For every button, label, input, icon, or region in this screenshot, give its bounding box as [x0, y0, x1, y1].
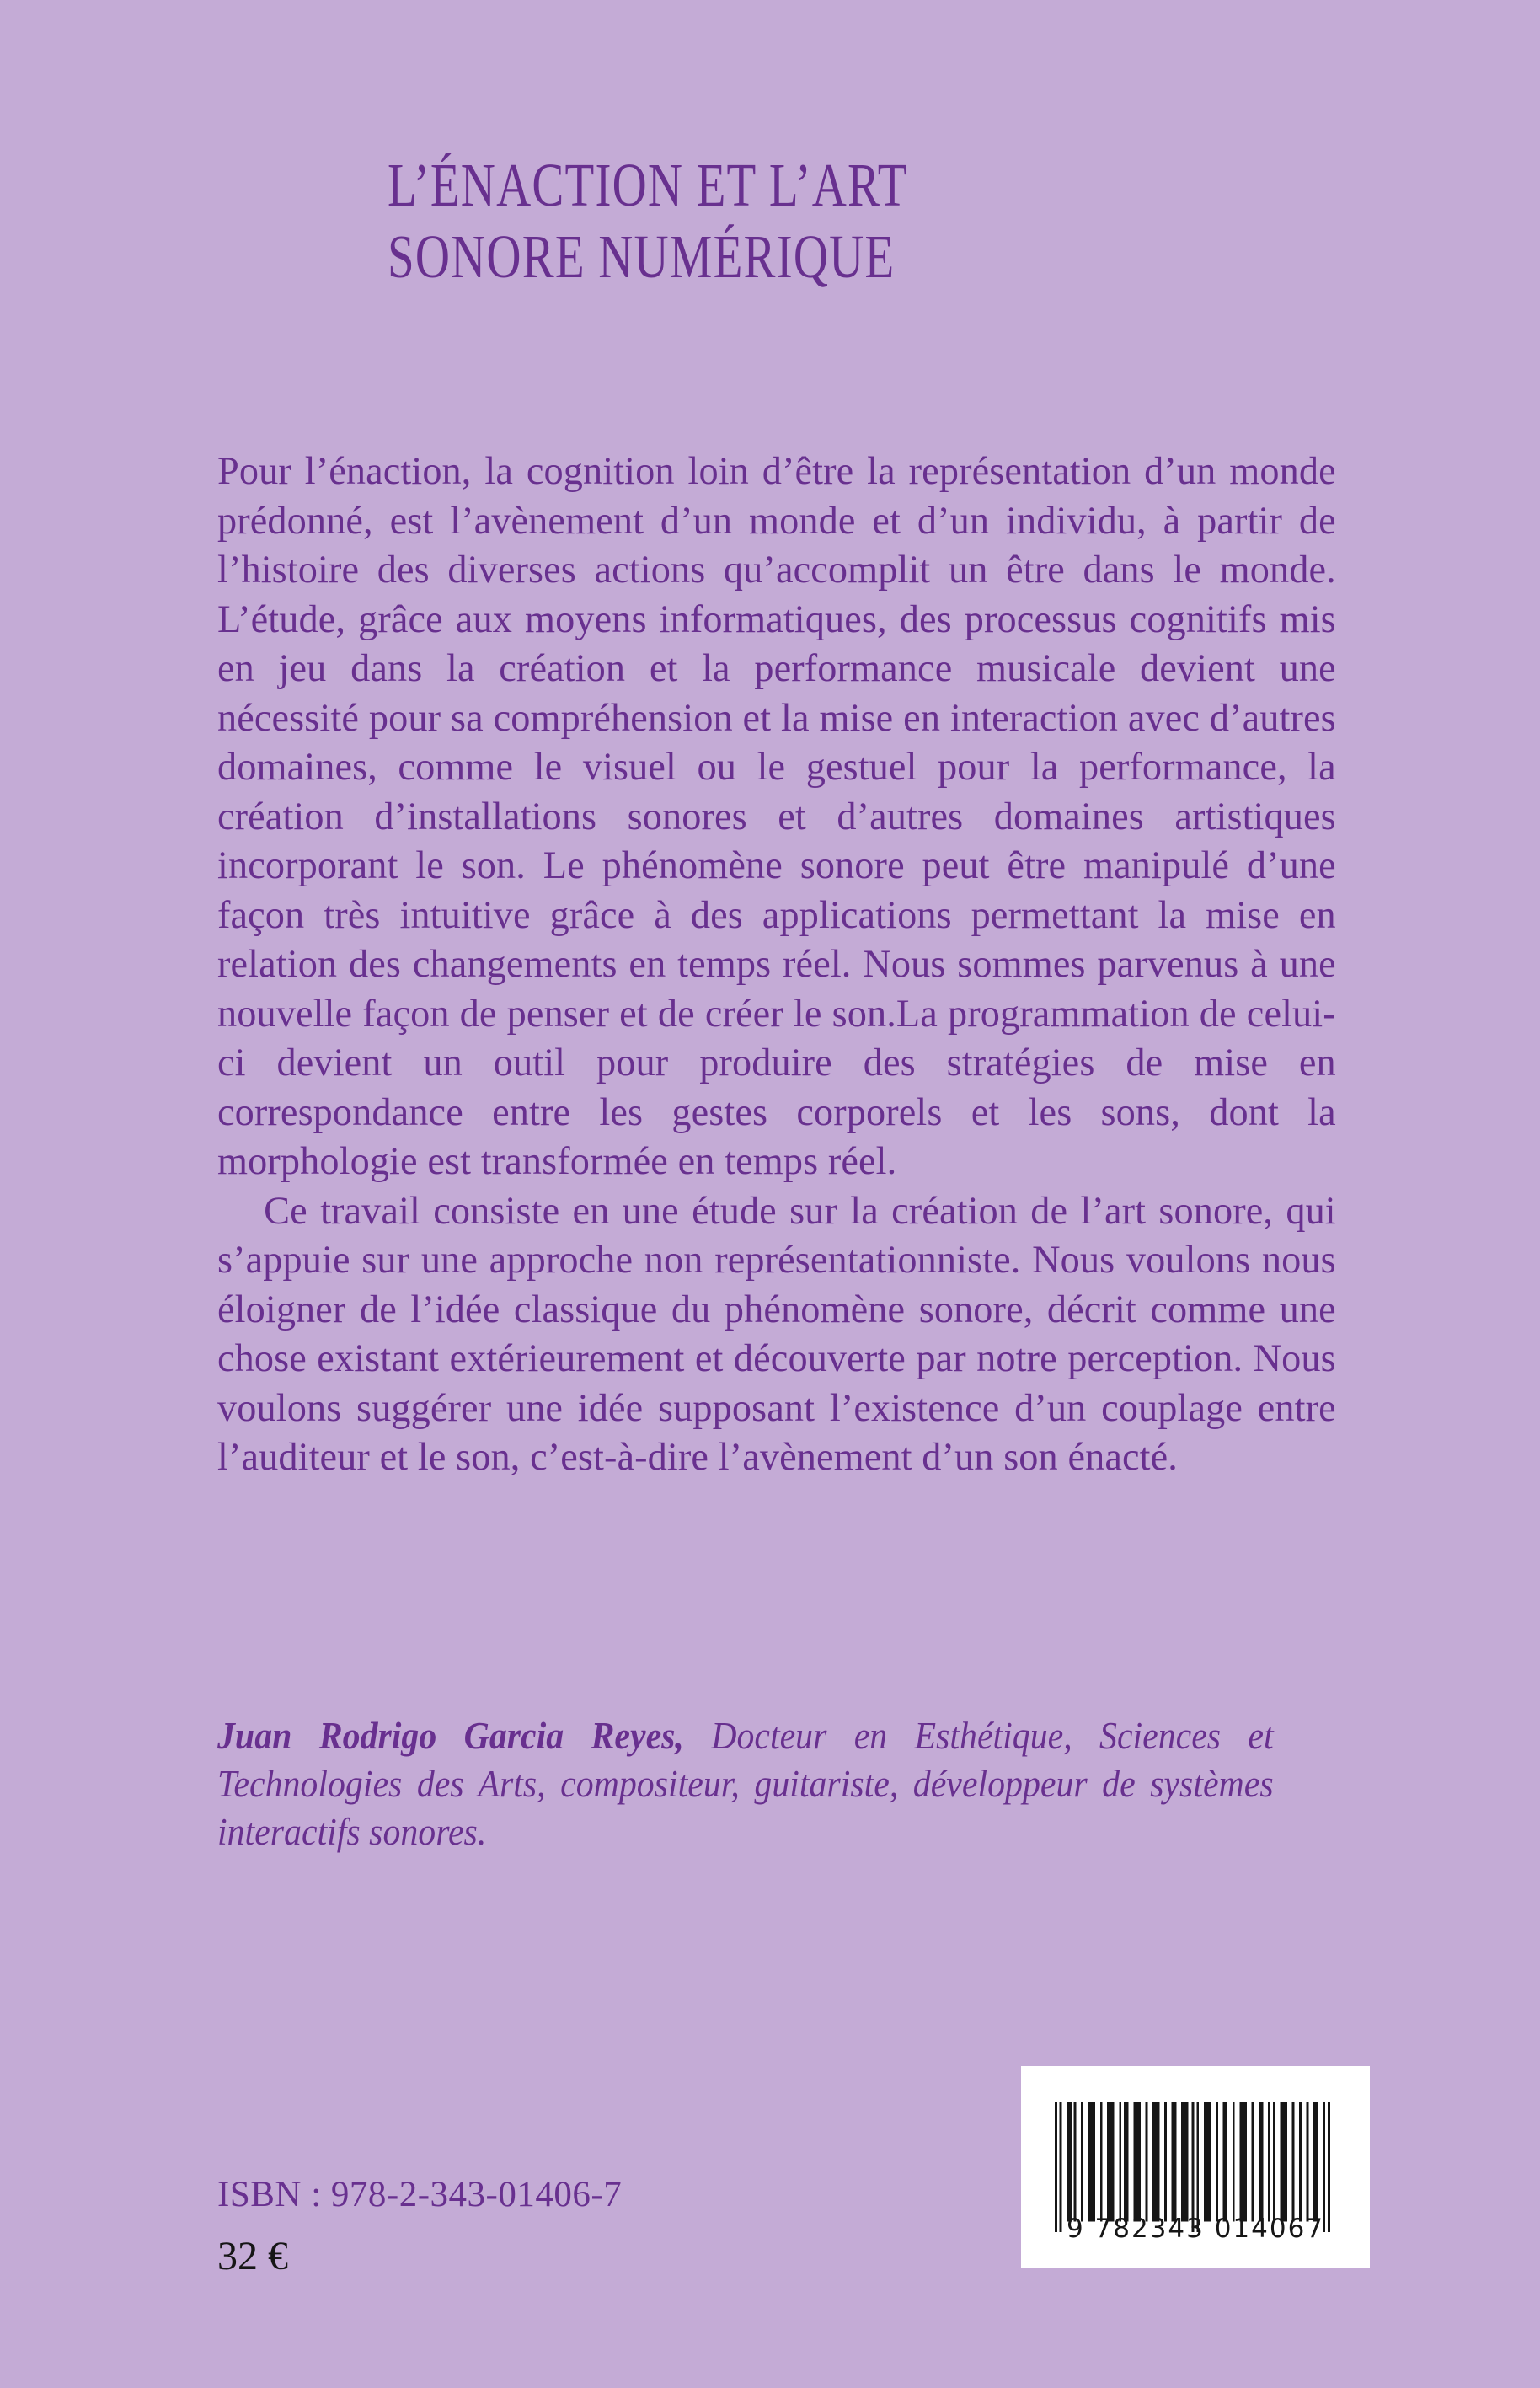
author-bio [217, 1712, 1353, 1856]
barcode-bars-icon [1055, 2102, 1338, 2232]
title-line-2: SONORE NUMÉRIQUE [388, 222, 896, 291]
price-text: 32 € [217, 2234, 288, 2278]
author-name: Juan Rodrigo Garcia Reyes, [217, 1715, 684, 1757]
blurb-paragraph-1: Pour l’énaction, la cognition loin d’être la représentation d’un monde prédonné, est l’avènement d’un monde et d’un individu, à partir de l’histoire des diverses actions qu’accomplit un être dans le monde. L’étude, grâce aux moyens informatiques, des processus cognitifs mis en jeu dans la création et la performance musicale devient une nécessité pour sa compréhension et la mise en interaction avec d’autres domaines, comme le visuel ou le gestuel pour la performance, la création d’installations sonores et d’autres domaines artistiques incorporant le son. Le phénomène sonore peut être manipulé d’une façon très intuitive grâce à des applications permettant la mise en relation des changements en temps réel. Nous sommes parvenus à une nouvelle façon de penser et de créer le son.La programmation de celui-ci devient un outil pour produire des stratégies de mise en correspondance entre les gestes corporels et les sons, dont la morphologie est transformée en temps réel. [217, 449, 1336, 1183]
title-line-1: L’ÉNACTION ET L’ART [388, 151, 908, 219]
barcode-panel [1021, 2066, 1370, 2268]
blurb-paragraph-2: Ce travail consiste en une étude sur la création de l’art sonore, qui s’appuie sur une approche non représentationniste. Nous voulons nous éloigner de l’idée classique du phénomène sonore, décrit comme une chose existant extérieurement et découverte par notre perception. Nous voulons suggérer une idée supposant l’existence d’un couplage entre l’auditeur et le son, c’est-à-dire l’avènement d’un son énacté. [217, 1188, 1336, 1479]
author-bio-text [217, 1712, 1274, 1856]
page-title [388, 150, 1314, 292]
author-credentials: Docteur en Esthétique, Sciences et Technologies des Arts, compositeur, guitariste, développeur de systèmes interactifs sonores. [217, 1715, 1274, 1853]
barcode-ean13 [1021, 2066, 1370, 2268]
blurb-text [217, 447, 1353, 1482]
barcode-digits: 9 782343 014067 [1066, 2214, 1325, 2244]
isbn-text: ISBN : 978-2-343-01406-7 [217, 2175, 623, 2214]
